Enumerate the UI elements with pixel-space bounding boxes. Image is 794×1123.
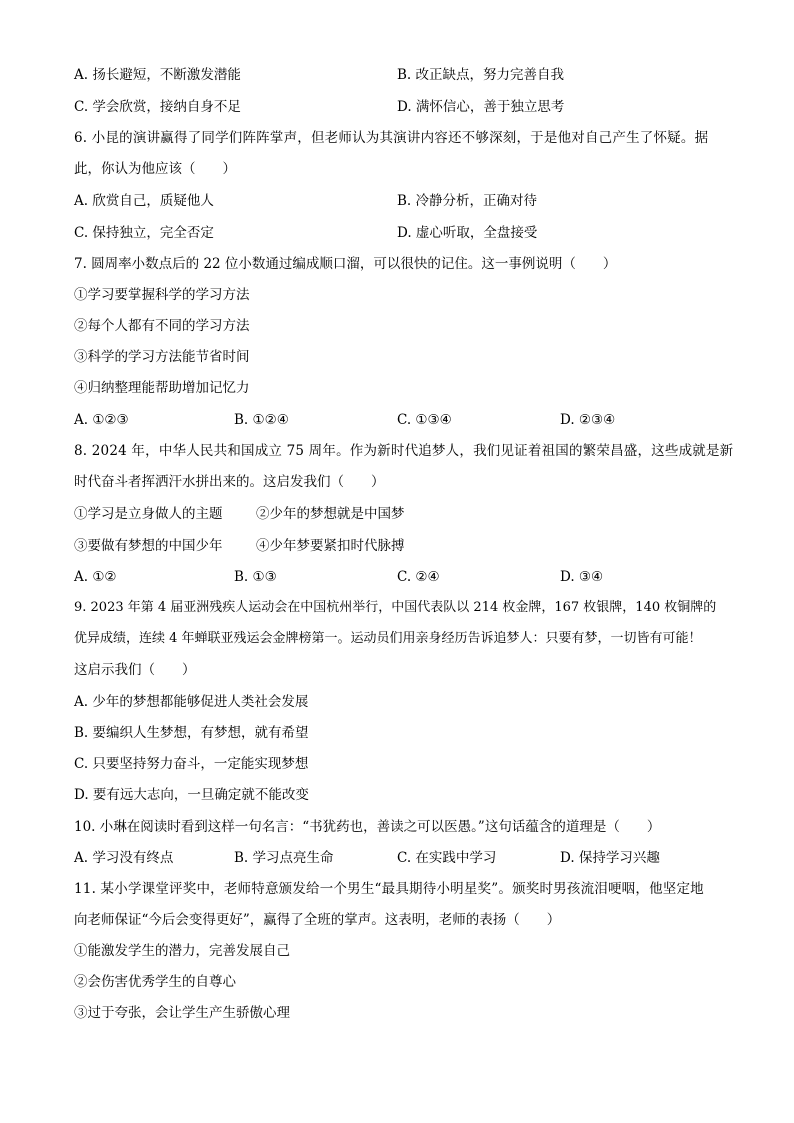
q7-statement-3: ③科学的学习方法能节省时间 <box>74 349 250 365</box>
q8-option-d: D. ③④ <box>560 569 604 585</box>
q10-option-c: C. 在实践中学习 <box>397 850 497 866</box>
q9-stem-line3: 这启示我们（ ） <box>74 662 196 678</box>
q8-statement-2: ②少年的梦想就是中国梦 <box>256 506 405 522</box>
q7-option-c: C. ①③④ <box>397 412 452 428</box>
q11-statement-1: ①能激发学生的潜力，完善发展自己 <box>74 943 290 959</box>
q8-option-a: A. ①② <box>74 569 117 585</box>
q5-option-b: B. 改正缺点，努力完善自我 <box>397 67 565 83</box>
q10-option-d: D. 保持学习兴趣 <box>560 850 660 866</box>
q8-statement-3: ③要做有梦想的中国少年 <box>74 538 223 554</box>
q7-option-b: B. ①②④ <box>234 412 289 428</box>
q6-option-a: A. 欣赏自己，质疑他人 <box>74 193 214 209</box>
q10-stem: 10. 小琳在阅读时看到这样一句名言：“书犹药也，善读之可以医愚。”这句话蕴含的道理是（ ） <box>74 819 661 835</box>
q7-statement-1: ①学习要掌握科学的学习方法 <box>74 287 250 303</box>
q5-option-d: D. 满怀信心，善于独立思考 <box>397 99 565 115</box>
q9-option-a: A. 少年的梦想都能够促进人类社会发展 <box>74 694 309 710</box>
q7-stem: 7. 圆周率小数点后的 22 位小数通过编成顺口溜，可以很快的记住。这一事例说明（ ） <box>74 256 617 272</box>
q9-option-c: C. 只要坚持努力奋斗，一定能实现梦想 <box>74 756 309 772</box>
q11-stem-line1: 11. 某小学课堂评奖中，老师特意颁发给一个男生“最具期待小明星奖”。颁奖时男孩流泪哽咽，他坚定地 <box>74 881 704 897</box>
q8-statement-4: ④少年梦要紧扣时代脉搏 <box>256 538 405 554</box>
q10-option-b: B. 学习点亮生命 <box>234 850 334 866</box>
q7-option-d: D. ②③④ <box>560 412 616 428</box>
q8-option-c: C. ②④ <box>397 569 440 585</box>
q10-option-a: A. 学习没有终点 <box>74 850 174 866</box>
q8-option-b: B. ①③ <box>234 569 277 585</box>
q9-stem-line2: 优异成绩，连续 4 年蝉联亚残运会金牌榜第一。运动员们用亲身经历告诉追梦人：只要有梦，一切皆有可能！ <box>74 631 702 646</box>
q5-option-c: C. 学会欣赏，接纳自身不足 <box>74 99 241 115</box>
q9-option-d: D. 要有远大志向，一旦确定就不能改变 <box>74 787 309 803</box>
q7-statement-2: ②每个人都有不同的学习方法 <box>74 318 250 334</box>
q7-option-a: A. ①②③ <box>74 412 129 428</box>
q6-stem-line2: 此，你认为他应该（ ） <box>74 161 236 177</box>
q6-option-b: B. 冷静分析，正确对待 <box>397 193 538 209</box>
q7-statement-4: ④归纳整理能帮助增加记忆力 <box>74 380 250 396</box>
q6-option-d: D. 虚心听取，全盘接受 <box>397 225 538 241</box>
q5-option-a: A. 扬长避短，不断激发潜能 <box>74 67 241 83</box>
q6-option-c: C. 保持独立，完全否定 <box>74 225 214 241</box>
q11-stem-line2: 向老师保证“今后会变得更好”，赢得了全班的掌声。这表明，老师的表扬（ ） <box>74 912 561 928</box>
q9-option-b: B. 要编织人生梦想，有梦想，就有希望 <box>74 725 309 741</box>
q11-statement-3: ③过于夸张，会让学生产生骄傲心理 <box>74 1005 290 1021</box>
q9-stem-line1: 9. 2023 年第 4 届亚洲残疾人运动会在中国杭州举行，中国代表队以 214 枚金牌，167 枚银牌，140 枚铜牌的 <box>74 600 717 615</box>
q8-stem-line1: 8. 2024 年，中华人民共和国成立 75 周年。作为新时代追梦人，我们见证着祖国的繁荣昌盛，这些成就是新 <box>74 443 734 459</box>
q8-stem-line2: 时代奋斗者挥洒汗水拼出来的。这启发我们（ ） <box>74 474 385 490</box>
q6-stem-line1: 6. 小昆的演讲赢得了同学们阵阵掌声，但老师认为其演讲内容还不够深刻，于是他对自己产生了怀疑。据 <box>74 130 709 146</box>
q8-statement-1: ①学习是立身做人的主题 <box>74 506 223 522</box>
q11-statement-2: ②会伤害优秀学生的自尊心 <box>74 974 236 990</box>
